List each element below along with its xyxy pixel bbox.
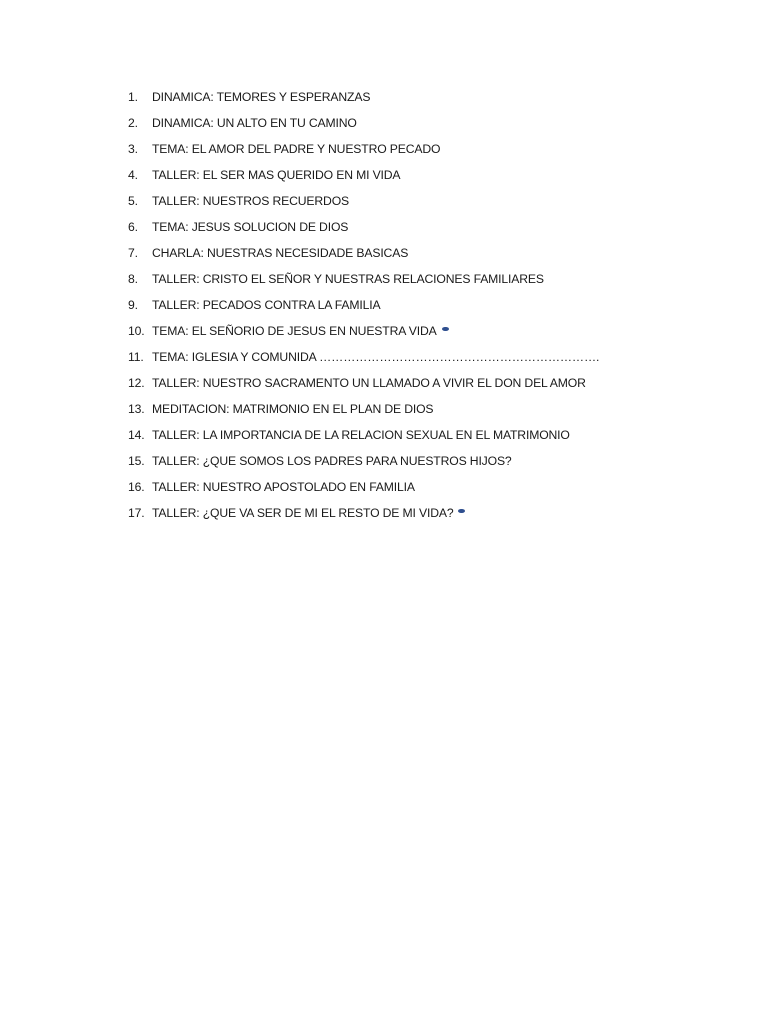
list-item-text: TALLER: PECADOS CONTRA LA FAMILIA	[152, 298, 381, 312]
list-item-number: 17.	[128, 506, 145, 520]
list-item-number: 2.	[128, 116, 138, 130]
list-item-text: MEDITACION: MATRIMONIO EN EL PLAN DE DIOS	[152, 402, 434, 416]
list-item	[128, 428, 599, 454]
list-item	[128, 376, 599, 402]
list-item-text: DINAMICA: TEMORES Y ESPERANZAS	[152, 90, 371, 104]
agenda-list	[128, 90, 599, 532]
list-item-number: 9.	[128, 298, 138, 312]
list-item	[128, 298, 599, 324]
list-item-number: 11.	[128, 350, 144, 364]
list-item	[128, 142, 599, 168]
list-item-text: TALLER: ¿QUE SOMOS LOS PADRES PARA NUESTROS HIJOS?	[152, 454, 512, 468]
list-item-number: 3.	[128, 142, 138, 156]
list-item-text: TALLER: CRISTO EL SEÑOR Y NUESTRAS RELACIONES FAMILIARES	[152, 272, 544, 286]
list-item-number: 12.	[128, 376, 145, 390]
list-item-number: 4.	[128, 168, 138, 182]
list-item	[128, 480, 599, 506]
list-item-text: CHARLA: NUESTRAS NECESIDADE BASICAS	[152, 246, 409, 260]
list-item-text: TEMA: IGLESIA Y COMUNIDA …………………………………………………………….	[152, 350, 600, 364]
comment-marker-icon[interactable]	[442, 327, 449, 332]
list-item-number: 13.	[128, 402, 145, 416]
list-item-text: TALLER: NUESTRO SACRAMENTO UN LLAMADO A VIVIR EL DON DEL AMOR	[152, 376, 586, 390]
list-item	[128, 220, 599, 246]
list-item-number: 14.	[128, 428, 145, 442]
list-item-text: TEMA: EL AMOR DEL PADRE Y NUESTRO PECADO	[152, 142, 441, 156]
list-item-number: 5.	[128, 194, 138, 208]
list-item-number: 16.	[128, 480, 145, 494]
list-item-number: 1.	[128, 90, 138, 104]
list-item	[128, 246, 599, 272]
list-item	[128, 454, 599, 480]
list-item-text: TEMA: JESUS SOLUCION DE DIOS	[152, 220, 349, 234]
list-item-text: DINAMICA: UN ALTO EN TU CAMINO	[152, 116, 357, 130]
list-item	[128, 194, 599, 220]
list-item	[128, 402, 599, 428]
list-item-text: TALLER: EL SER MAS QUERIDO EN MI VIDA	[152, 168, 401, 182]
list-item-number: 7.	[128, 246, 138, 260]
list-item-number: 15.	[128, 454, 145, 468]
list-item-number: 8.	[128, 272, 138, 286]
list-item	[128, 272, 599, 298]
list-item	[128, 90, 599, 116]
list-item-number: 10.	[128, 324, 145, 338]
list-item-text: TALLER: LA IMPORTANCIA DE LA RELACION SEXUAL EN EL MATRIMONIO	[152, 428, 570, 442]
list-item-text: TEMA: EL SEÑORIO DE JESUS EN NUESTRA VIDA	[152, 324, 437, 338]
list-item	[128, 168, 599, 194]
list-item	[128, 116, 599, 142]
list-item-text: TALLER: NUESTROS RECUERDOS	[152, 194, 350, 208]
list-item-text: TALLER: ¿QUE VA SER DE MI EL RESTO DE MI VIDA?	[152, 506, 454, 520]
list-item	[128, 506, 599, 532]
list-item	[128, 350, 599, 376]
list-item-number: 6.	[128, 220, 138, 234]
comment-marker-icon[interactable]	[458, 509, 465, 514]
list-item	[128, 324, 599, 350]
list-item-text: TALLER: NUESTRO APOSTOLADO EN FAMILIA	[152, 480, 415, 494]
